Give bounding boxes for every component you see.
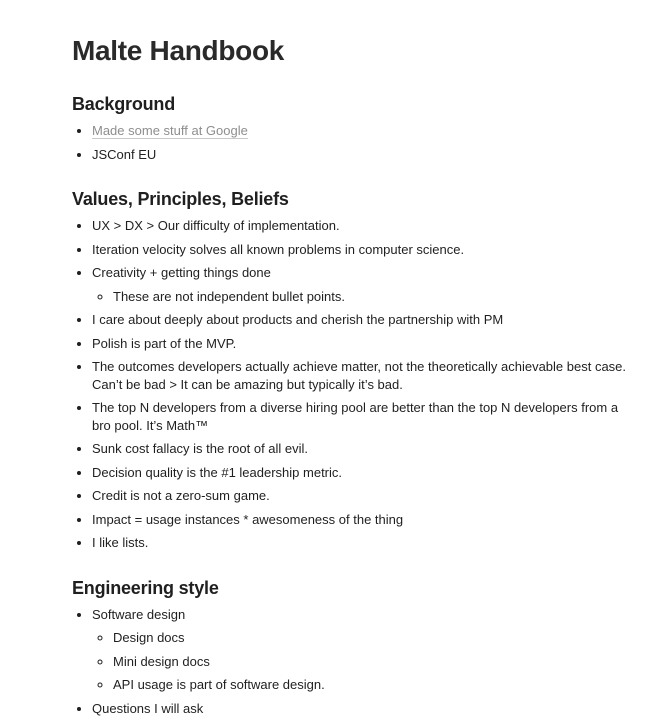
list-item-text: These are not independent bullet points.	[113, 289, 345, 304]
list-item	[92, 122, 627, 140]
section-heading-engineering: Engineering style	[72, 576, 632, 600]
list-item-text: The top N developers from a diverse hiring pool are better than the top N developers from a bro pool. It’s Math™	[92, 400, 618, 433]
background-list	[72, 122, 627, 163]
list-item-text: Creativity + getting things done	[92, 265, 271, 280]
list-item	[92, 487, 627, 505]
list-item-text: Iteration velocity solves all known problems in computer science.	[92, 242, 464, 257]
list-item-text: The outcomes developers actually achieve matter, not the theoretically achievable best case. Can’t be bad > It can be amazing but typically it’s bad.	[92, 359, 626, 392]
page-title: Malte Handbook	[72, 34, 632, 68]
list-item	[92, 311, 627, 329]
list-item-text: Mini design docs	[113, 654, 210, 669]
section-heading-background: Background	[72, 92, 632, 116]
sub-list-item	[113, 653, 627, 671]
list-item-text: I like lists.	[92, 535, 148, 550]
list-item	[92, 440, 627, 458]
list-item-text: Software design	[92, 607, 185, 622]
list-item-text: I care about deeply about products and cherish the partnership with PM	[92, 312, 503, 327]
engineering-list	[72, 606, 627, 717]
sub-list-item	[113, 629, 627, 647]
list-item	[92, 241, 627, 259]
sub-list	[92, 288, 627, 306]
list-item	[92, 700, 627, 717]
sub-list-item	[113, 676, 627, 694]
list-item-text: UX > DX > Our difficulty of implementation.	[92, 218, 340, 233]
list-item-text: Credit is not a zero-sum game.	[92, 488, 270, 503]
list-item	[92, 217, 627, 235]
list-item-text: Polish is part of the MVP.	[92, 336, 236, 351]
list-item-text: Questions I will ask	[92, 701, 203, 716]
list-item	[92, 335, 627, 353]
list-item	[92, 146, 627, 164]
list-item	[92, 464, 627, 482]
list-item-text: Impact = usage instances * awesomeness of the thing	[92, 512, 403, 527]
list-item-text: Sunk cost fallacy is the root of all evil.	[92, 441, 308, 456]
sub-list	[92, 629, 627, 694]
list-item	[92, 264, 627, 305]
list-item-text: Design docs	[113, 630, 185, 645]
values-list	[72, 217, 627, 552]
list-item	[92, 534, 627, 552]
google-link[interactable]: Made some stuff at Google	[92, 123, 248, 138]
section-heading-values: Values, Principles, Beliefs	[72, 187, 632, 211]
list-item	[92, 399, 627, 434]
list-item	[92, 606, 627, 694]
list-item-text: Decision quality is the #1 leadership metric.	[92, 465, 342, 480]
list-item	[92, 511, 627, 529]
list-item-text: JSConf EU	[92, 147, 156, 162]
list-item	[92, 358, 627, 393]
list-item-text: API usage is part of software design.	[113, 677, 325, 692]
sub-list-item	[113, 288, 627, 306]
